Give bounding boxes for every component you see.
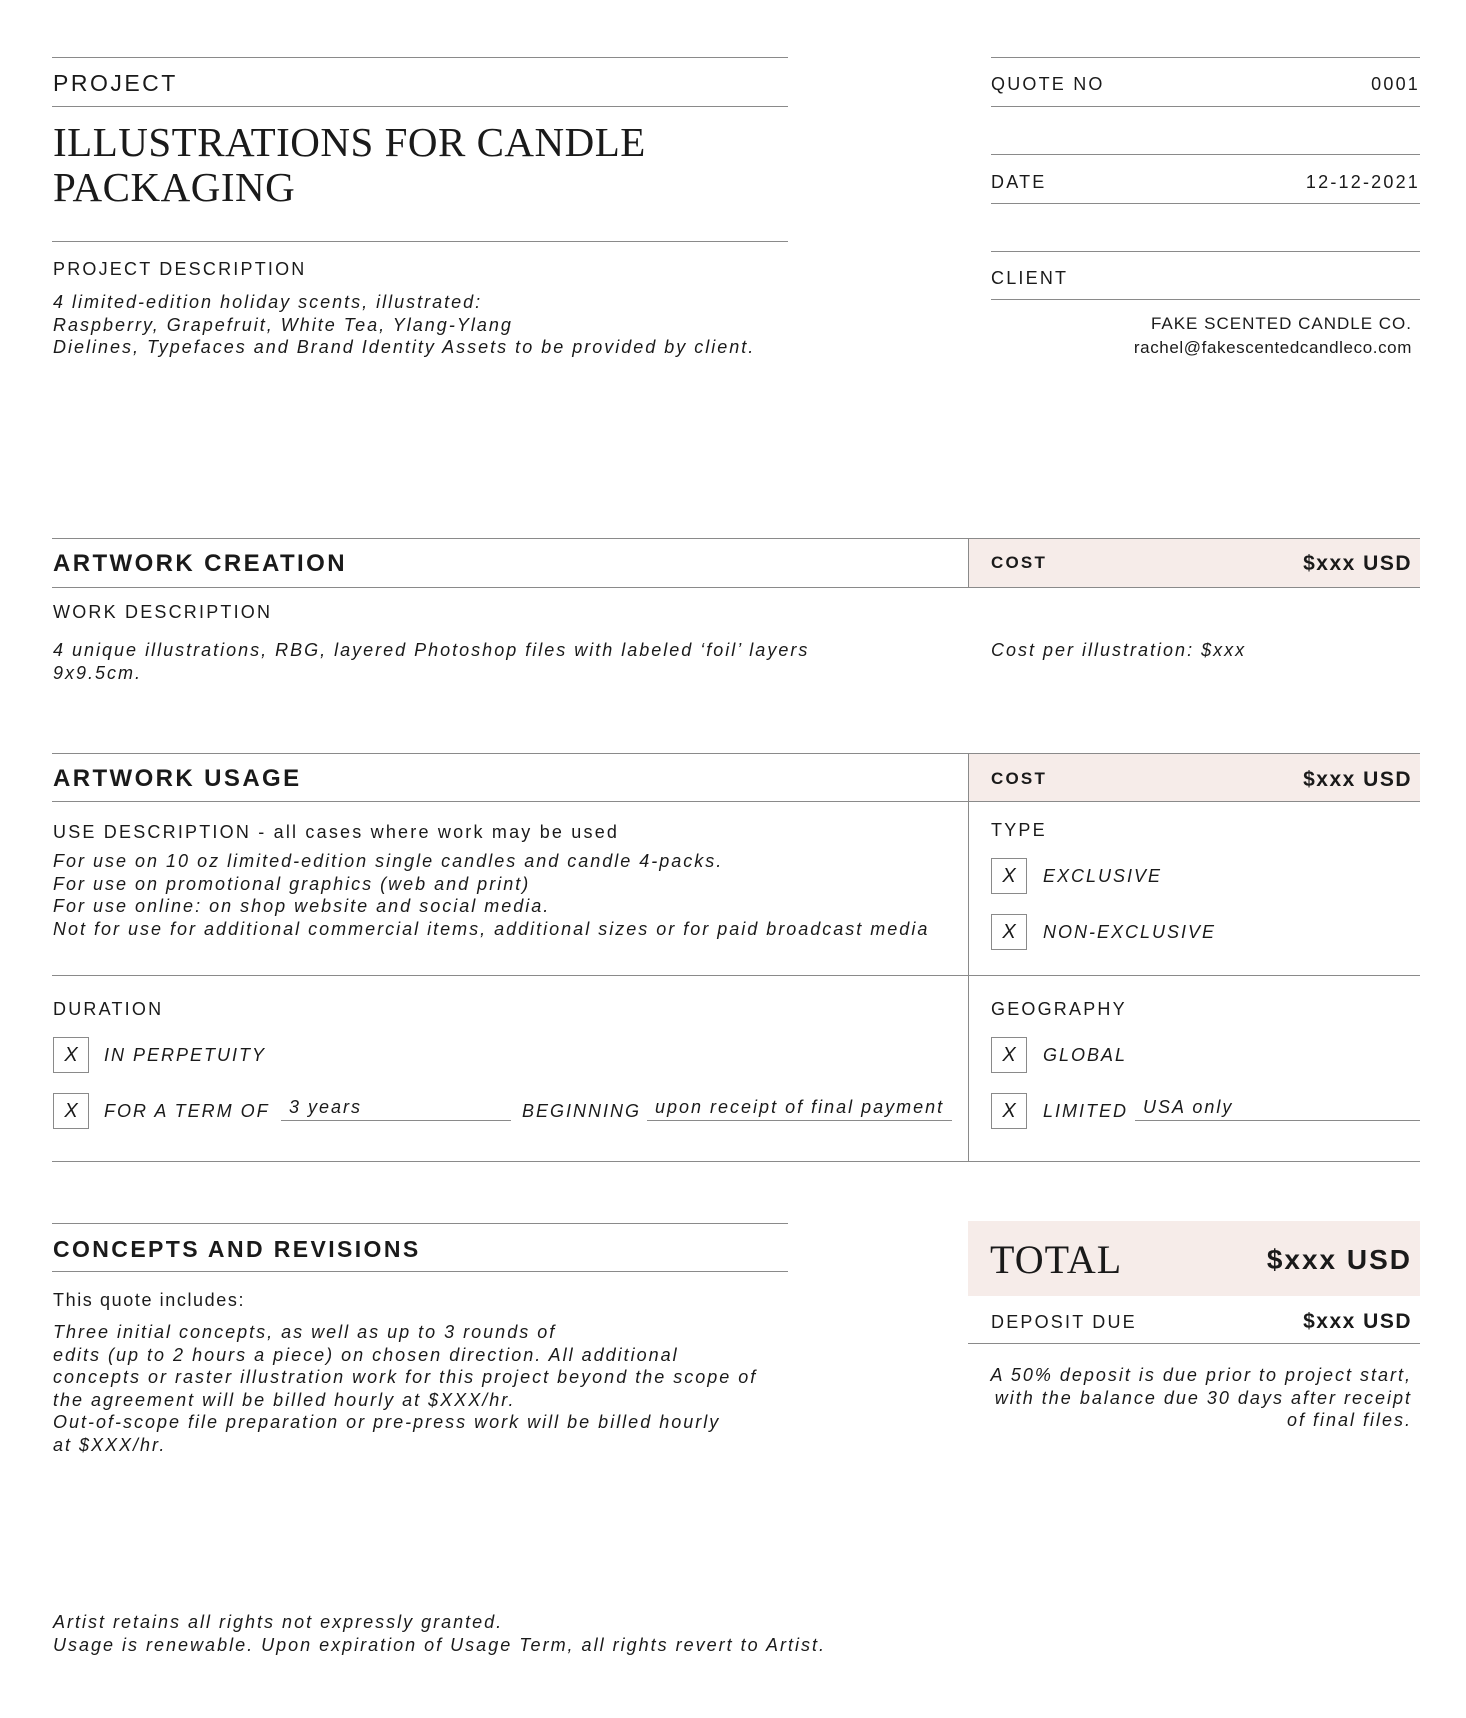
concepts-body: Three initial concepts, as well as up to 3 rounds of edits (up to 2 hours a piece) on chosen direction. All additional concepts or raster illustration work for this project beyond the scope of the agreement will be billed hourly at $XXX/hr. Out-of-scope file preparation or pre-press work will be billed hourly at $XXX/hr. [53, 1322, 758, 1455]
column-divider [968, 753, 969, 1161]
perpetuity-checkbox[interactable]: X [53, 1037, 89, 1073]
client-label: CLIENT [991, 268, 1069, 288]
rights-footer: Artist retains all rights not expressly granted. Usage is renewable. Upon expiration of Usage Term, all rights revert to Artist. [53, 1612, 826, 1655]
project-title-line1: ILLUSTRATIONS FOR CANDLE [53, 119, 646, 165]
use-description-label: USE DESCRIPTION - all cases where work may be used [53, 822, 620, 842]
limited-label: LIMITED [1043, 1101, 1129, 1121]
project-description-label: PROJECT DESCRIPTION [53, 259, 307, 279]
artwork-usage-heading: ARTWORK USAGE [53, 765, 302, 792]
non-exclusive-checkbox[interactable]: X [991, 914, 1027, 950]
deposit-label: DEPOSIT DUE [991, 1312, 1137, 1332]
quote-no-value: 0001 [1371, 74, 1420, 94]
divider [52, 587, 1420, 588]
exclusive-checkbox[interactable]: X [991, 858, 1027, 894]
divider [968, 1343, 1420, 1344]
divider [991, 299, 1420, 300]
artwork-creation-cost-label: COST [991, 553, 1048, 572]
artwork-creation-cost-value: $xxx USD [1303, 552, 1412, 575]
date-label: DATE [991, 172, 1047, 192]
divider [52, 106, 788, 107]
divider [52, 975, 1420, 976]
divider [52, 57, 788, 58]
date-value: 12-12-2021 [1305, 172, 1420, 192]
project-description: 4 limited-edition holiday scents, illustrated: Raspberry, Grapefruit, White Tea, Ylang-Ylang Dielines, Typefaces and Brand Identity Assets to be provided by client. [53, 292, 756, 357]
divider [52, 1223, 788, 1224]
work-description-label: WORK DESCRIPTION [53, 602, 273, 622]
work-description: 4 unique illustrations, RBG, layered Photoshop files with labeled ‘foil’ layers 9x9.5cm. [53, 640, 810, 683]
project-title [53, 120, 646, 210]
column-divider [968, 538, 969, 588]
limited-checkbox[interactable]: X [991, 1093, 1027, 1129]
global-checkbox[interactable]: X [991, 1037, 1027, 1073]
type-label: TYPE [991, 820, 1047, 840]
term-length-field[interactable]: 3 years [281, 1097, 511, 1121]
cost-per-illustration: Cost per illustration: $xxx [991, 640, 1247, 660]
duration-label: DURATION [53, 999, 164, 1019]
artwork-usage-cost-label: COST [991, 769, 1048, 788]
divider [52, 801, 1420, 802]
divider [52, 1161, 1420, 1162]
quote-no-label: QUOTE NO [991, 74, 1105, 94]
project-title-line2: PACKAGING [53, 164, 296, 210]
deposit-value: $xxx USD [1303, 1310, 1412, 1333]
artwork-creation-heading: ARTWORK CREATION [53, 550, 347, 577]
total-label: TOTAL [990, 1237, 1123, 1282]
term-label: FOR A TERM OF [104, 1101, 270, 1121]
beginning-field[interactable]: upon receipt of final payment [647, 1097, 952, 1121]
divider [991, 57, 1420, 58]
global-label: GLOBAL [1043, 1045, 1128, 1065]
limited-region-field[interactable]: USA only [1135, 1097, 1420, 1121]
deposit-note: A 50% deposit is due prior to project start, with the balance due 30 days after receipt of final files. [990, 1365, 1412, 1430]
divider [52, 241, 788, 242]
non-exclusive-label: NON-EXCLUSIVE [1043, 922, 1217, 942]
client-name: FAKE SCENTED CANDLE CO. [1150, 314, 1412, 333]
perpetuity-label: IN PERPETUITY [104, 1045, 267, 1065]
concepts-intro: This quote includes: [53, 1290, 246, 1310]
divider [991, 251, 1420, 252]
artwork-usage-cost-value: $xxx USD [1303, 768, 1412, 791]
divider [991, 154, 1420, 155]
divider [991, 106, 1420, 107]
exclusive-label: EXCLUSIVE [1043, 866, 1163, 886]
total-value: $xxx USD [1266, 1244, 1412, 1275]
client-email: rachel@fakescentedcandleco.com [1133, 338, 1412, 357]
beginning-label: BEGINNING [522, 1101, 642, 1121]
term-checkbox[interactable]: X [53, 1093, 89, 1129]
project-label: PROJECT [53, 70, 178, 96]
divider [52, 1271, 788, 1272]
use-description: For use on 10 oz limited-edition single candles and candle 4-packs. For use on promotional graphics (web and print) For use online: on shop website and social media. Not for use for additional commercial items, additional sizes or for paid broadcast media [53, 851, 930, 939]
concepts-heading: CONCEPTS AND REVISIONS [53, 1236, 421, 1262]
geography-label: GEOGRAPHY [991, 999, 1127, 1019]
divider [991, 203, 1420, 204]
